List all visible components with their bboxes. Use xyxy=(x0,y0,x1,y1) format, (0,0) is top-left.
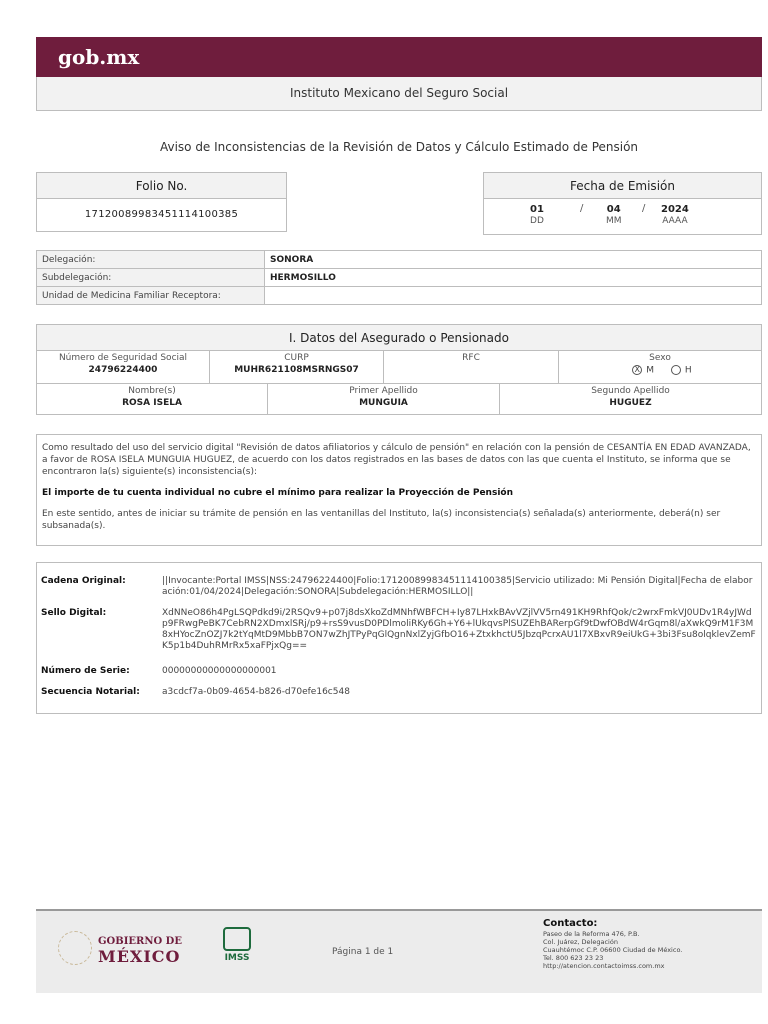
document-title: Aviso de Inconsistencias de la Revisión de Datos y Cálculo Estimado de Pensión xyxy=(159,140,639,154)
delegacion-label: Delegación: xyxy=(37,251,265,269)
delegacion-table xyxy=(36,250,762,305)
sexo-label: Sexo xyxy=(649,353,671,363)
contact-title: Contacto: xyxy=(543,918,598,929)
rfc-cell xyxy=(384,351,559,383)
message-instructions: En este sentido, antes de iniciar su trámite de pensión en las ventanillas del Instituto, la(s) inconsistencia(s) señalada(s) anteriormente, deberá(n) ser subsanada(s). xyxy=(42,509,721,531)
message-intro: Como resultado del uso del servicio digital "Revisión de datos afiliatorios y cálculo de pensión" en relación con la pensión de CESANTÍA EN EDAD AVANZADA, a favor de ROSA ISELA MUNGUIA HUGUEZ, de acuerdo con los datos registrados en las bases de datos con las que cuenta el Instituto, se informa que se encontraron la(s) siguiente(s) inconsistencia(s): xyxy=(42,443,751,477)
delegacion-value: SONORA xyxy=(265,251,762,269)
secuencia-label: Secuencia Notarial: xyxy=(41,687,140,697)
gobmx-logo[interactable]: gob.mx xyxy=(58,45,140,69)
section-title: I. Datos del Asegurado o Pensionado xyxy=(36,324,762,351)
fecha-label: Fecha de Emisión xyxy=(483,172,762,199)
cadena-value: ||Invocante:Portal IMSS|NSS:24796224400|Folio:17120089983451114100385|Servicio utilizado: Mi Pensión Digital|Fecha de elaboración:01/04/2024|Delegación:SONORA|Subdelegación:HERMOSILLO|| xyxy=(162,576,753,597)
imss-emblem-icon xyxy=(223,927,251,951)
nss-value: 24796224400 xyxy=(88,365,158,375)
table-row xyxy=(37,287,762,305)
institute-name: Instituto Mexicano del Seguro Social xyxy=(36,77,762,111)
gob-line1: GOBIERNO DE xyxy=(98,936,182,947)
date-separator: / xyxy=(580,203,584,214)
curp-cell xyxy=(210,351,384,383)
nombre-value: ROSA ISELA xyxy=(122,398,182,408)
umf-label: Unidad de Medicina Familiar Receptora: xyxy=(37,287,265,305)
gob-line2: MÉXICO xyxy=(98,947,181,966)
nombre-label: Nombre(s) xyxy=(128,386,176,396)
subdelegacion-value: HERMOSILLO xyxy=(265,269,762,287)
ap2-cell xyxy=(500,384,761,414)
eagle-emblem-icon xyxy=(58,931,92,965)
nombre-cell xyxy=(37,384,268,414)
fecha-aaaa: 2024 AAAA xyxy=(661,204,689,226)
serie-label: Número de Serie: xyxy=(41,666,130,676)
curp-label: CURP xyxy=(284,353,309,363)
fecha-dd: 01 DD xyxy=(530,204,544,226)
signature-box xyxy=(36,562,762,714)
fecha-value xyxy=(483,199,762,235)
page-number: Página 1 de 1 xyxy=(332,947,394,957)
serie-value: 00000000000000000001 xyxy=(162,666,277,676)
imss-text: IMSS xyxy=(224,953,250,963)
asegurado-row-1 xyxy=(36,351,762,384)
curp-value: MUHR621108MSRNGS07 xyxy=(234,365,359,375)
sello-value: XdNNeO86h4PgLSQPdkd9i/2RSQv9+p07j8dsXkoZdMNhfWBFCH+Iy87LHxkBAvVZjlVV5rn491KH9RhfQok/c2wrxFmkVJ0UDv1R4yJWdp9FRwgPeBK7CebRN2XDmxlSRj/p9+rsS9vusD0PDlmoliRKy6Gh+Y6+lUkqvsPlSUZEhBARerpGf9tDwfOBdW4rGqm8l/aXwkQ9rM1F3M8xHYocZnOZJ7k2tYqMtD9MbbB7ON7wZhJTPyPqGlQgnNxlZyjGfbO16+ZtxkhctU5JbzqPcrxAU1l7XBxvR9eiUkG+3bi3Fsu8olqklevZemFK5p1b4DuhRMrRx5xaFPjxQg== xyxy=(162,608,756,651)
contact-block xyxy=(543,917,753,970)
imss-logo xyxy=(221,927,253,967)
nss-cell xyxy=(37,351,210,383)
asegurado-row-2 xyxy=(36,384,762,415)
contact-line: Paseo de la Reforma 476, P.B. xyxy=(543,930,640,938)
ap1-label: Primer Apellido xyxy=(349,386,418,396)
message-box xyxy=(36,434,762,546)
umf-value xyxy=(265,287,762,305)
sexo-m-label: M xyxy=(646,365,655,376)
asegurado-section xyxy=(36,324,762,415)
secuencia-value: a3cdcf7a-0b09-4654-b826-d70efe16c548 xyxy=(162,687,350,697)
footer xyxy=(36,909,762,993)
nss-label: Número de Seguridad Social xyxy=(58,353,188,363)
table-row xyxy=(37,269,762,287)
message-inconsistency: El importe de tu cuenta individual no cubre el mínimo para realizar la Proyección de Pensión xyxy=(42,488,513,498)
table-row xyxy=(37,251,762,269)
sello-label: Sello Digital: xyxy=(41,608,107,618)
contact-link[interactable]: http://atencion.contactoimss.com.mx xyxy=(543,962,665,970)
sexo-options xyxy=(559,365,761,376)
ap1-cell xyxy=(268,384,500,414)
cadena-label: Cadena Original: xyxy=(41,576,126,586)
contact-line: Col. Juárez, Delegación xyxy=(543,938,618,946)
rfc-label: RFC xyxy=(462,353,480,363)
radio-m-icon[interactable]: X xyxy=(632,365,642,375)
subdelegacion-label: Subdelegación: xyxy=(37,269,265,287)
folio-value: 17120089983451114100385 xyxy=(36,199,287,232)
fecha-mm: 04 MM xyxy=(606,204,622,226)
contact-line: Cuauhtémoc C.P. 06600 Ciudad de México. xyxy=(543,946,683,954)
ap2-label: Segundo Apellido xyxy=(591,386,670,396)
sexo-h-label: H xyxy=(684,365,692,376)
contact-line: Tel. 800 623 23 23 xyxy=(543,954,604,962)
ap1-value: MUNGUIA xyxy=(359,398,408,408)
sexo-cell xyxy=(559,351,761,383)
folio-label: Folio No. xyxy=(36,172,287,199)
header-bar xyxy=(36,37,762,77)
radio-h-icon[interactable] xyxy=(671,365,681,375)
ap2-value: HUGUEZ xyxy=(609,398,652,408)
date-separator: / xyxy=(642,203,646,214)
